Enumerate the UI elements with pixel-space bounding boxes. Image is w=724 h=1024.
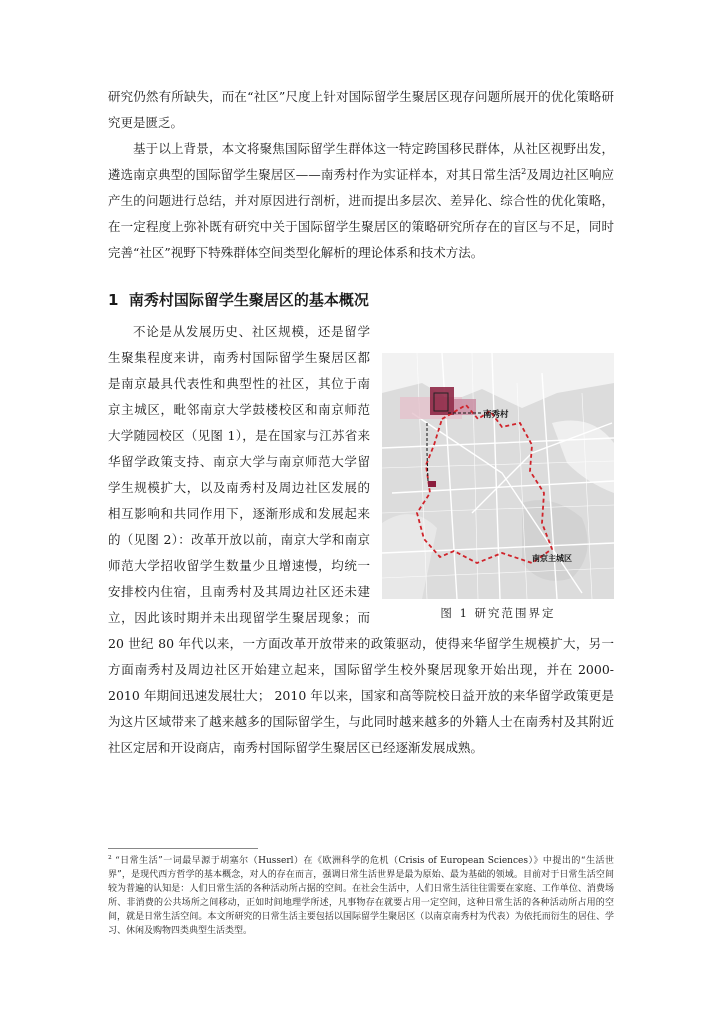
map-label-main-district: 南京主城区 — [532, 554, 572, 563]
paragraph-overview: 不论是从发展历史、社区规模，还是留学生聚集程度来讲，南秀村国际留学生聚居区都是南京最具代表性和典型性的社区，其位于南京主城区，毗邻南京大学鼓楼校区和南京师范大学随园校区（见图 1），是在国家与江苏省来华留学政策支持、南京大学与南京师范大学留学生规模扩大，以及南秀村及周边社区发展的相互影响和共同作用下，逐渐形成和发展起来的（见图 2）：改革开放以前，南京大学和南京师范大学招收留学生数量少且增速慢，均统一安排校内住宿，且南秀村及其周边社区还未建立，因此该时期并未出现留学生聚居现象；而 20 世纪 80 年代以来，一方面改革开放带来的政策驱动，使得来华留学生规模扩大，另一方面南秀村及周边社区开始建立起来，国际留学生校外聚居现象开始出现，并在 2000-2010 年期间迅速发展壮大； 2010 年以来，国家和高等院校日益开放的来华留学政策更是为这片区域带来了越来越多的国际留学生，与此同时越来越多的外籍人士在南秀村及其附近社区定居和开设商店，南秀村国际留学生聚居区已经逐渐发展成熟。 — [108, 324, 614, 755]
figure-caption: 图 1 研究范围界定 — [440, 606, 556, 620]
footnote-ref: 2 — [521, 165, 527, 176]
footnote-divider — [108, 848, 258, 849]
footnote-marker: 2 — [108, 855, 112, 861]
paragraph-background-part1: 基于以上背景，本文将聚焦国际留学生群体这一特定跨国移民群体，从社区视野出发，遴选南京典型的国际留学生聚居区——南秀村作为实证样本，对其日常生活 — [108, 141, 614, 182]
map-label-nanxiucun: 南秀村 — [483, 410, 509, 420]
paragraph-intro-end: 研究仍然有所缺失，而在“社区”尺度上针对国际留学生聚居区现存问题所展开的优化策略研究更是匮乏。 — [108, 89, 614, 130]
paragraph-background — [108, 136, 614, 266]
footnote-text: “日常生活”一词最早源于胡塞尔（Husserl）在《欧洲科学的危机（Crisis of European Sciences）》中提出的“生活世界”，是现代西方哲学的基本概念，对人的存在而言，强调日常生活世界是最为原始、最为基础的领域。目前对于日常生活空间较为普遍的认知是：人们日常生活的各种活动所占据的空间。在社会生活中，人们日常生活往往需要在家庭、工作单位、消费场所、非消费的公共场所之间移动，正如时间地理学所述，凡事物存在就要占用一定空间，这种日常生活的各种活动所占用的空间，就是日常生活空间。本文所研究的日常生活主要包括以国际留学生聚居区（以南京南秀村为代表）为依托而衍生的居住、学习、休闲及购物四类典型生活类型。 — [108, 856, 614, 936]
section-title: 南秀村国际留学生聚居区的基本概况 — [128, 291, 369, 309]
footnote — [108, 854, 614, 938]
study-area-map — [382, 353, 614, 599]
paragraph-background-part2: 及周边社区响应产生的问题进行总结，并对原因进行剖析，进而提出多层次、差异化、综合性的优化策略，在一定程度上弥补既有研究中关于国际留学生聚居区的策略研究所存在的盲区与不足，同时完善“社区”视野下特殊群体空间类型化解析的理论体系和技术方法。 — [108, 167, 614, 260]
figure-1 — [382, 353, 614, 627]
section-body — [108, 319, 614, 761]
section-heading — [108, 287, 614, 313]
site-marker-south — [428, 481, 436, 487]
section-number: 1 — [108, 291, 119, 309]
